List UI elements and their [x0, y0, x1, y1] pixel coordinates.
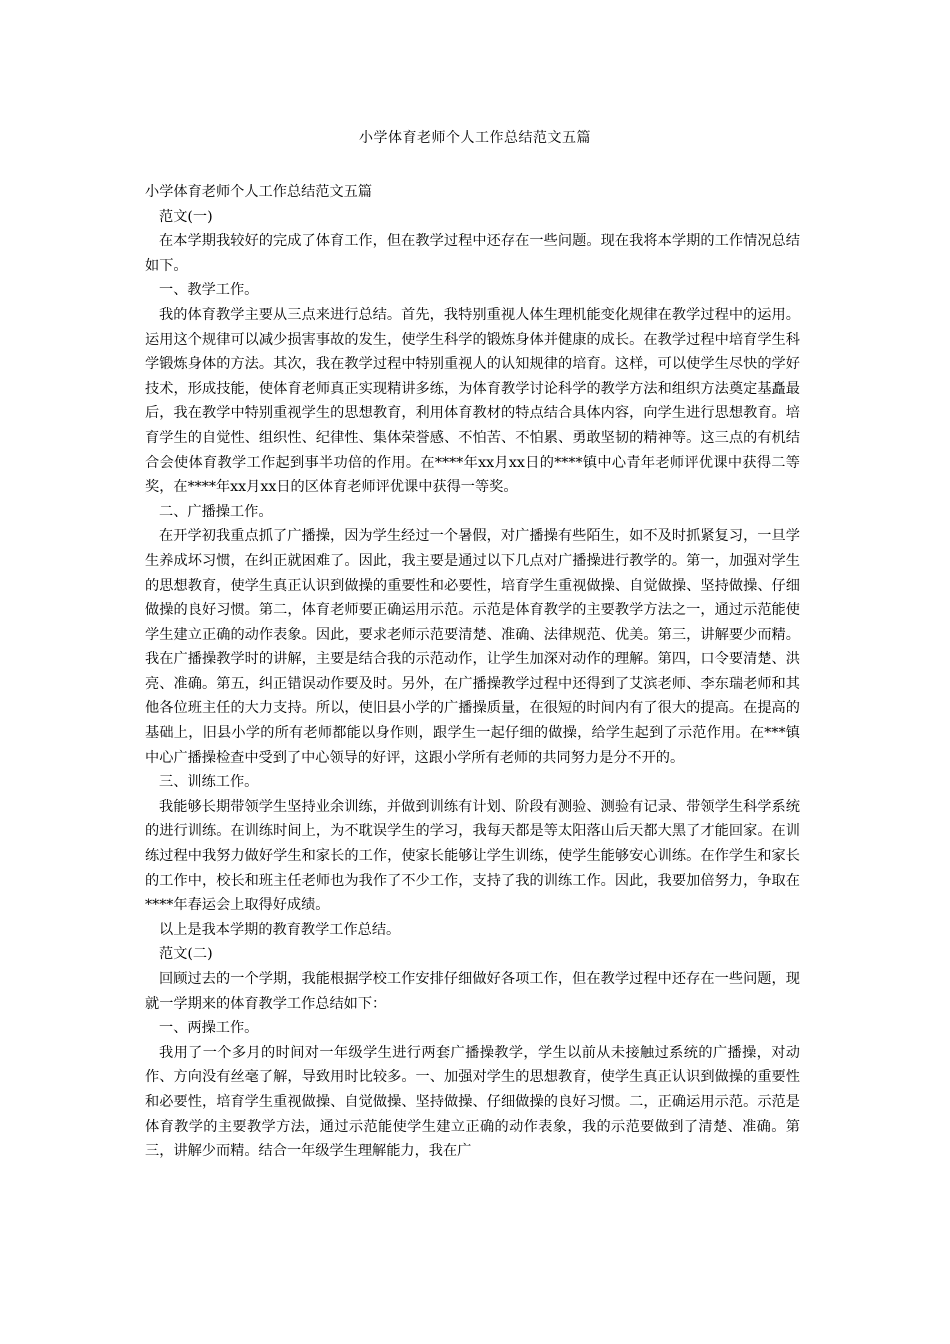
section-heading: 二、广播操工作。: [159, 503, 273, 520]
paragraph: 范文(一): [159, 208, 213, 225]
document-subtitle: 小学体育老师个人工作总结范文五篇: [145, 184, 373, 200]
paragraph: 回顾过去的一个学期，我能根据学校工作安排仔细做好各项工作，但在教学过程中还存在一些问题，现就一学期来的体育教学工作总结如下：: [145, 971, 800, 1012]
document-title: 小学体育老师个人工作总结范文五篇: [359, 130, 591, 146]
paragraph: 在本学期我较好的完成了体育工作，但在教学过程中还存在一些问题。现在我将本学期的工作情况总结如下。: [145, 233, 800, 274]
paragraph: 以上是我本学期的教育教学工作总结。: [159, 921, 401, 938]
paragraph: 范文(二): [159, 946, 213, 963]
section-heading: 一、教学工作。: [159, 282, 259, 299]
paragraph: 我用了一个多月的时间对一年级学生进行两套广播操教学，学生以前从未接触过系统的广播操，对动作、方向没有丝毫了解，导致用时比较多。一、加强对学生的思想教育，使学生真正认识到做操的重要性和必要性，培育学生重视做操、自觉做操、坚持做操、仔细做操的良好习惯。二，正确运用示范。示范是体育教学的主要教学方法，通过示范能使学生建立正确的动作表象，我的示范要做到了清楚、准确。第三，讲解少而精。结合一年级学生理解能力，我在广: [145, 1044, 800, 1160]
document-body: [145, 180, 800, 1164]
section-heading: 一、两操工作。: [159, 1020, 259, 1037]
paragraph: 我的体育教学主要从三点来进行总结。首先，我特别重视人体生理机能变化规律在教学过程中的运用。运用这个规律可以减少损害事故的发生，使学生科学的锻炼身体并健康的成长。在教学过程中培育学生科学锻炼身体的方法。其次，我在教学过程中特别重视人的认知规律的培育。这样，可以使学生尽快的学好技术，形成技能，使体育老师真正实现精讲多练，为体育教学讨论科学的教学方法和组织方法奠定基矗最后，我在教学中特别重视学生的思想教育，利用体育教材的特点结合具体内容，向学生进行思想教育。培育学生的自觉性、组织性、纪律性、集体荣誉感、不怕苦、不怕累、勇敢坚韧的精神等。这三点的有机结合会使体育教学工作起到事半功倍的作用。在****年xx月xx日的****镇中心青年老师评优课中获得二等奖，在****年xx月xx日的区体育老师评优课中获得一等奖。: [145, 306, 800, 496]
paragraph: 在开学初我重点抓了广播操，因为学生经过一个暑假，对广播操有些陌生，如不及时抓紧复习，一旦学生养成坏习惯，在纠正就困难了。因此，我主要是通过以下几点对广播操进行教学的。第一，加强对学生的思想教育，使学生真正认识到做操的重要性和必要性，培育学生重视做操、自觉做操、坚持做操、仔细做操的良好习惯。第二，体育老师要正确运用示范。示范是体育教学的主要教学方法之一，通过示范能使学生建立正确的动作表象。因此，要求老师示范要清楚、准确、法律规范、优美。第三，讲解要少而精。我在广播操教学时的讲解，主要是结合我的示范动作，让学生加深对动作的理解。第四，口令要清楚、洪亮、准确。第五，纠正错误动作要及时。另外，在广播操教学过程中还得到了艾滨老师、李东瑞老师和其他各位班主任的大力支持。所以，使旧县小学的广播操质量，在很短的时间内有了很大的提高。在提高的基础上，旧县小学的所有老师都能以身作则，跟学生一起仔细的做操，给学生起到了示范作用。在***镇中心广播操检查中受到了中心领导的好评，这跟小学所有老师的共同努力是分不开的。: [145, 528, 800, 766]
paragraph: 我能够长期带领学生坚持业余训练，并做到训练有计划、阶段有测验、测验有记录、带领学生科学系统的进行训练。在训练时间上，为不耽误学生的学习，我每天都是等太阳落山后天都大黑了才能回家。在训练过程中我努力做好学生和家长的工作，使家长能够让学生训练，使学生能够安心训练。在作学生和家长的工作中，校长和班主任老师也为我作了不少工作，支持了我的训练工作。因此，我要加倍努力，争取在****年春运会上取得好成绩。: [145, 798, 800, 914]
section-heading: 三、训练工作。: [159, 774, 259, 791]
